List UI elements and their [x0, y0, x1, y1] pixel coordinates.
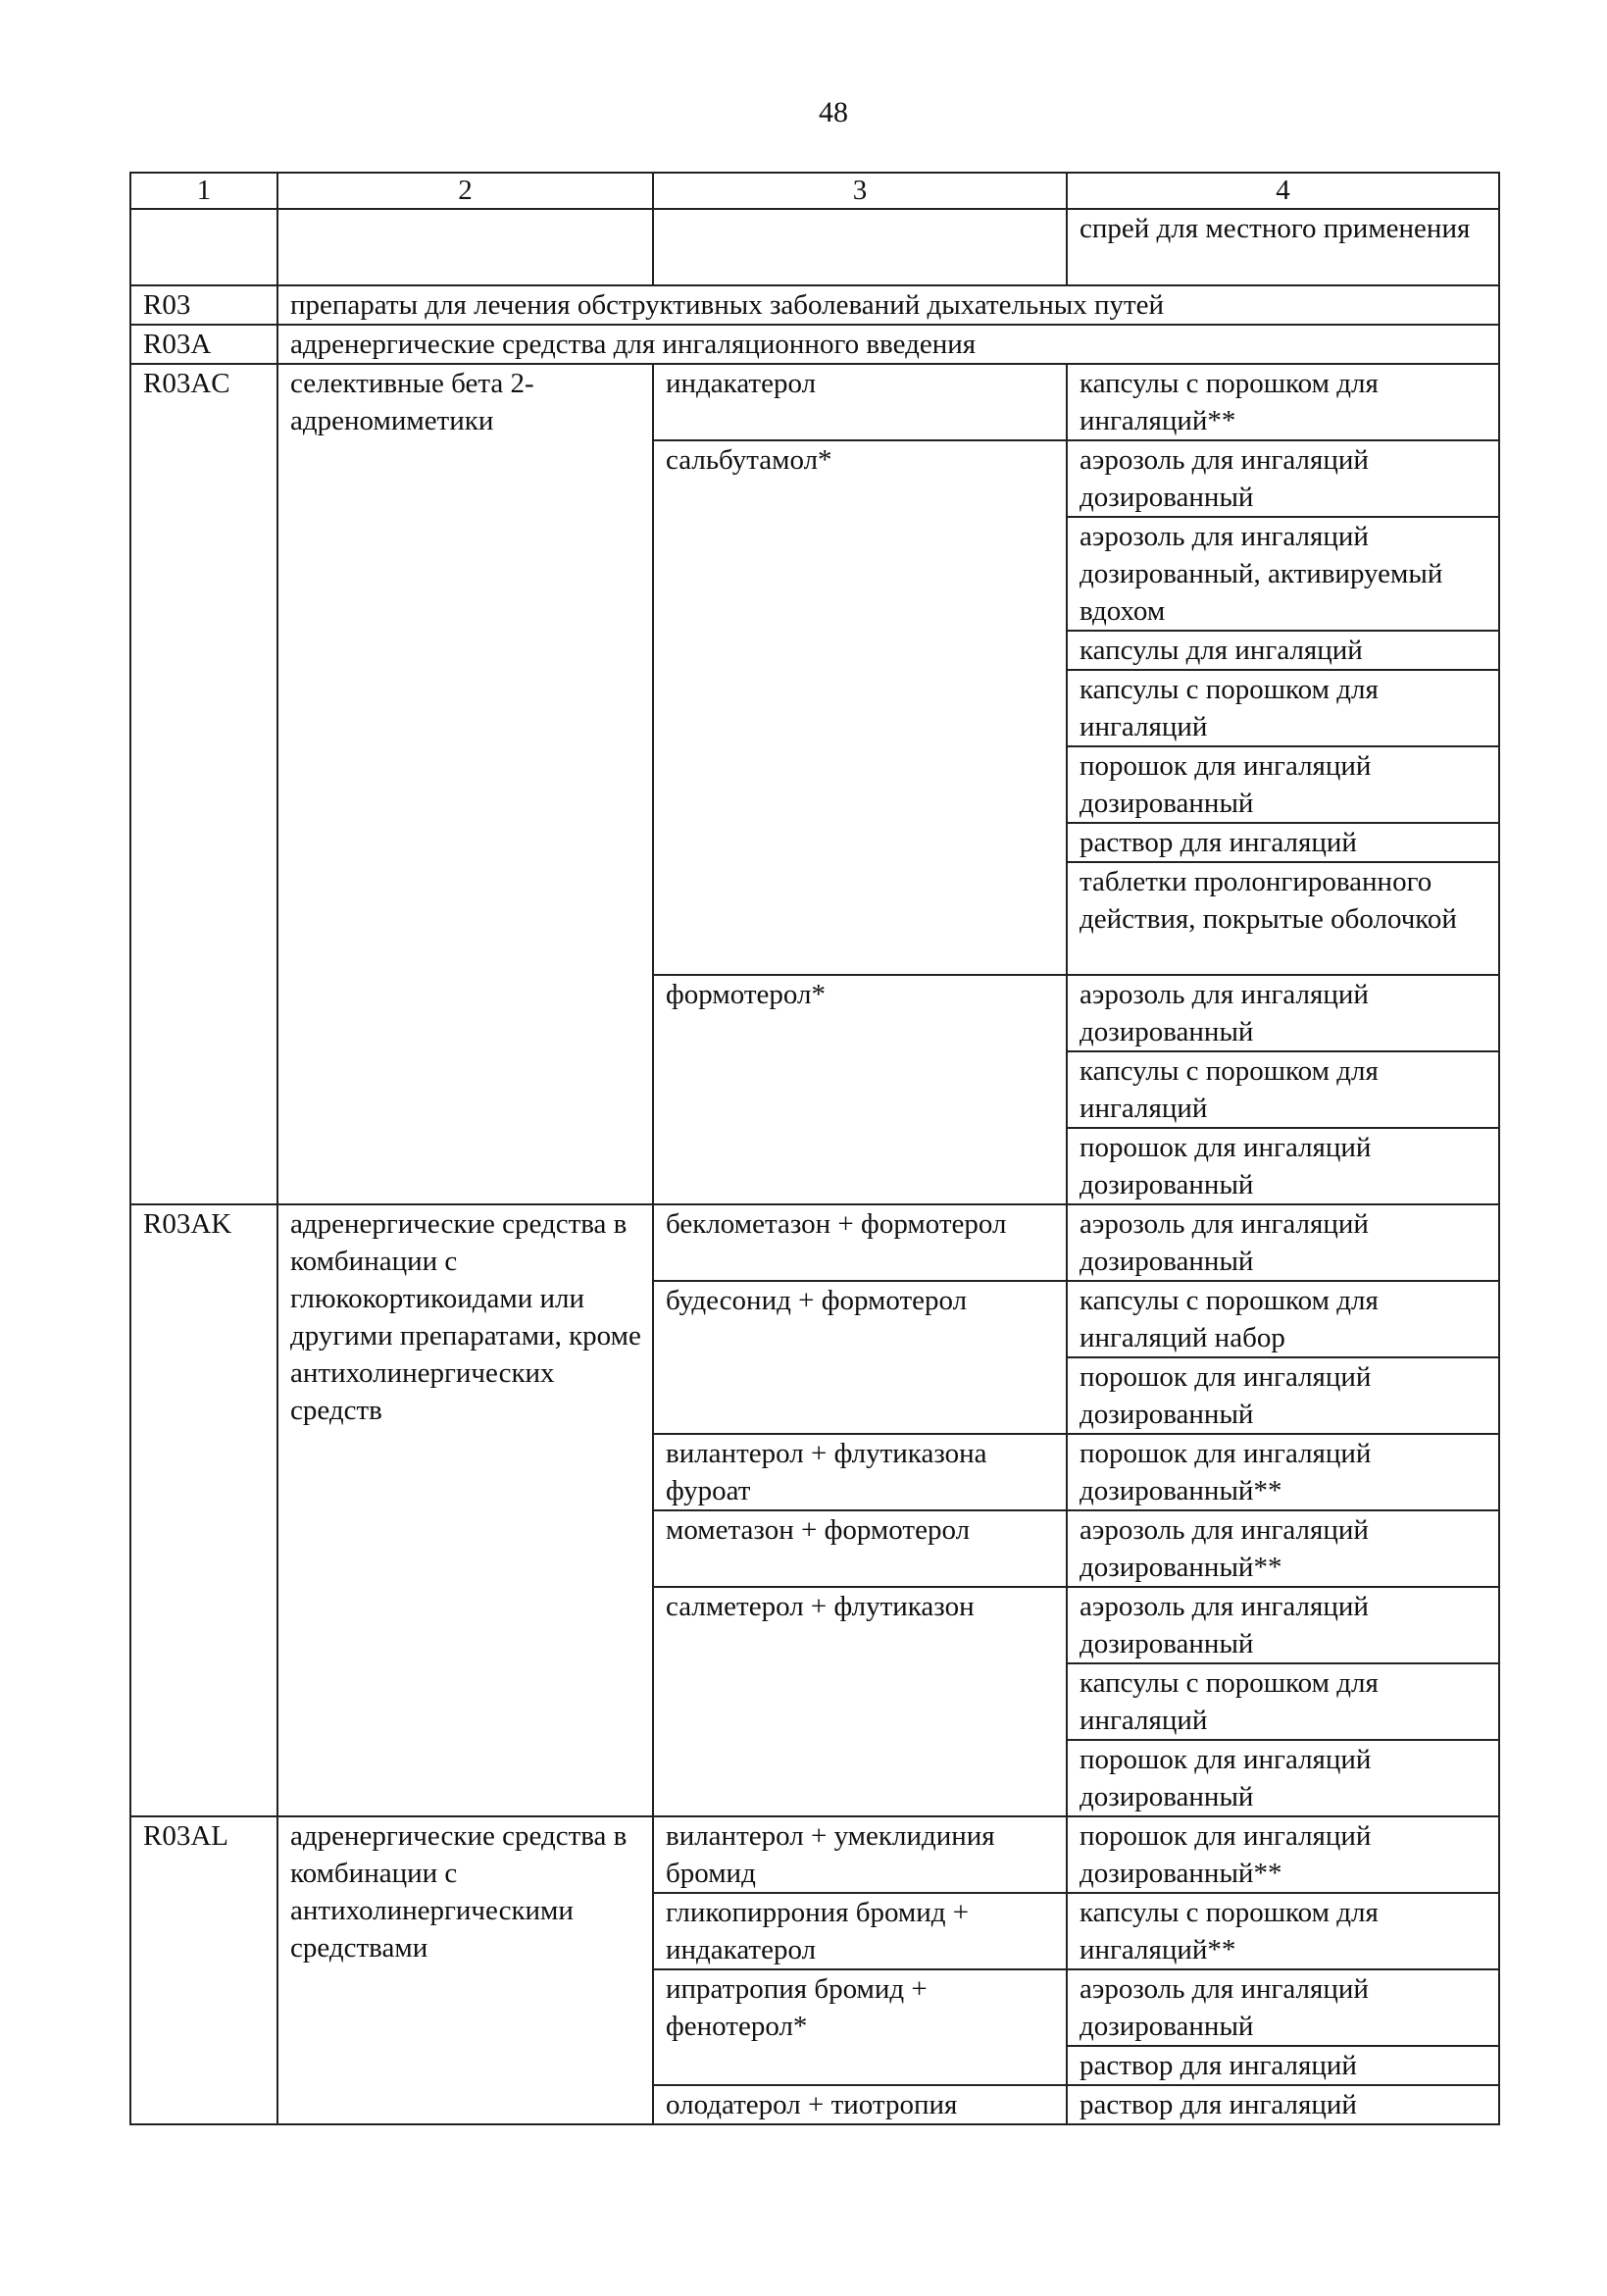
header-cell-3: 3: [653, 173, 1067, 209]
header-cell-1: 1: [130, 173, 277, 209]
form-cell: капсулы с порошком для ингаляций**: [1067, 364, 1499, 440]
drug-cell: гликопиррония бромид + индакатерол: [653, 1893, 1067, 1969]
form-cell: аэрозоль для ингаляций дозированный: [1067, 1204, 1499, 1281]
form-cell: таблетки пролонгированного действия, покрытые оболочкой: [1067, 862, 1499, 975]
form-cell: порошок для ингаляций дозированный: [1067, 746, 1499, 823]
drug-cell: формотерол*: [653, 975, 1067, 1204]
header-cell-2: 2: [277, 173, 653, 209]
table-row: [130, 285, 1499, 325]
table-row: [130, 1816, 1499, 1893]
form-cell: аэрозоль для ингаляций дозированный: [1067, 1969, 1499, 2046]
page-number: 48: [819, 96, 848, 128]
form-cell: раствор для ингаляций: [1067, 2046, 1499, 2085]
table-row: [130, 1204, 1499, 1281]
drug-cell: олодатерол + тиотропия: [653, 2085, 1067, 2124]
group-cell: адренергические средства в комбинации с антихолинергическими средствами: [277, 1816, 653, 2124]
form-cell: капсулы для ингаляций: [1067, 631, 1499, 670]
group-cell: селективные бета 2-адреномиметики: [277, 364, 653, 1204]
drug-cell: ипратропия бромид + фенотерол*: [653, 1969, 1067, 2085]
table-header-row: [130, 173, 1499, 209]
drug-cell: салметерол + флутиказон: [653, 1587, 1067, 1816]
form-cell: аэрозоль для ингаляций дозированный: [1067, 975, 1499, 1051]
drug-cell: беклометазон + формотерол: [653, 1204, 1067, 1281]
form-cell: капсулы с порошком для ингаляций: [1067, 1663, 1499, 1740]
header-cell-4: 4: [1067, 173, 1499, 209]
drug-cell: будесонид + формотерол: [653, 1281, 1067, 1434]
group-cell: [277, 209, 653, 285]
form-cell: капсулы с порошком для ингаляций: [1067, 670, 1499, 746]
medication-table: [129, 172, 1500, 2125]
code-cell: R03: [130, 285, 277, 325]
drug-cell: сальбутамол*: [653, 440, 1067, 975]
form-cell: капсулы с порошком для ингаляций: [1067, 1051, 1499, 1128]
form-cell: спрей для местного применения: [1067, 209, 1499, 285]
code-cell: R03AC: [130, 364, 277, 1204]
form-cell: порошок для ингаляций дозированный: [1067, 1740, 1499, 1816]
table-row: [130, 325, 1499, 364]
group-cell: адренергические средства в комбинации с глюкокортикоидами или другими препаратами, кроме антихолинергических средств: [277, 1204, 653, 1816]
form-cell: порошок для ингаляций дозированный**: [1067, 1434, 1499, 1510]
class-name-cell: препараты для лечения обструктивных заболеваний дыхательных путей: [277, 285, 1499, 325]
form-cell: раствор для ингаляций: [1067, 823, 1499, 862]
code-cell: [130, 209, 277, 285]
form-cell: аэрозоль для ингаляций дозированный: [1067, 440, 1499, 517]
class-name-cell: адренергические средства для ингаляционного введения: [277, 325, 1499, 364]
form-cell: капсулы с порошком для ингаляций**: [1067, 1893, 1499, 1969]
drug-cell: [653, 209, 1067, 285]
form-cell: аэрозоль для ингаляций дозированный: [1067, 1587, 1499, 1663]
form-cell: аэрозоль для ингаляций дозированный**: [1067, 1510, 1499, 1587]
table-row: [130, 364, 1499, 440]
form-cell: капсулы с порошком для ингаляций набор: [1067, 1281, 1499, 1357]
drug-cell: мометазон + формотерол: [653, 1510, 1067, 1587]
code-cell: R03A: [130, 325, 277, 364]
code-cell: R03AK: [130, 1204, 277, 1816]
form-cell: порошок для ингаляций дозированный: [1067, 1357, 1499, 1434]
code-cell: R03AL: [130, 1816, 277, 2124]
form-cell: порошок для ингаляций дозированный: [1067, 1128, 1499, 1204]
drug-cell: индакатерол: [653, 364, 1067, 440]
drug-cell: вилантерол + умеклидиния бромид: [653, 1816, 1067, 1893]
drug-cell: вилантерол + флутиказона фуроат: [653, 1434, 1067, 1510]
table-row: [130, 209, 1499, 285]
form-cell: аэрозоль для ингаляций дозированный, активируемый вдохом: [1067, 517, 1499, 631]
form-cell: раствор для ингаляций: [1067, 2085, 1499, 2124]
form-cell: порошок для ингаляций дозированный**: [1067, 1816, 1499, 1893]
